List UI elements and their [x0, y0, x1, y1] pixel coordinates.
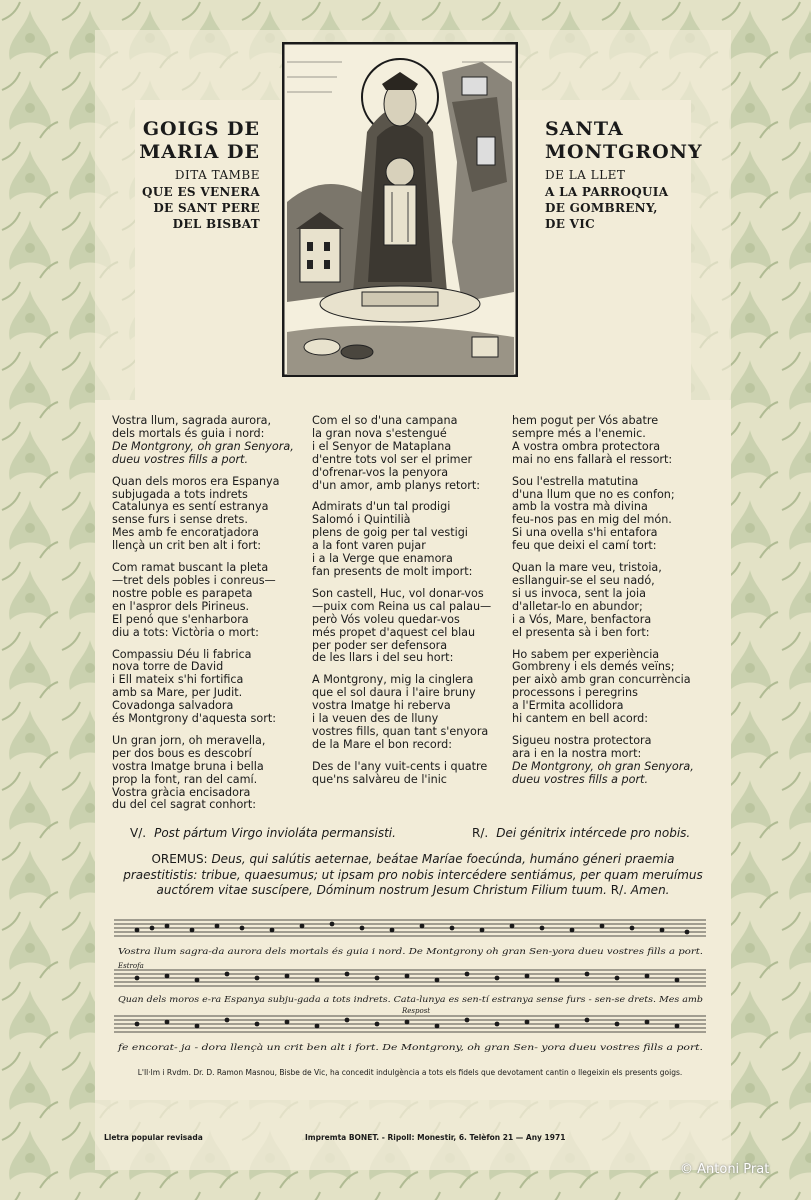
verse-line: A Montgrony, mig la cinglera — [312, 673, 474, 687]
score-lyrics-1: Vostra llum sagra-da aurora dels mortals és guia i nord. De Montgrony oh gran Sen-yora dueu vostres fills a port. — [118, 947, 609, 957]
indulgence-note: L'Il·lm i Rvdm. Dr. D. Ramon Masnou, Bisbe de Vic, ha concedit indulgència a tots els fidels que devotament cantin o llegeixin els presents goigs. — [137, 1068, 683, 1077]
verse-line: d'entre tots vol ser el primer — [312, 452, 473, 466]
verse-line: Sou l'estrella matutina — [512, 474, 639, 488]
title-left-line4: QUE ES VENERA — [142, 185, 260, 199]
stanza — [512, 476, 712, 553]
verse-line: Catalunya es sentí estranya — [112, 500, 269, 514]
verse-line: més propet d'aquest cel blau — [312, 625, 476, 639]
oremus-amen: Amen. — [630, 883, 670, 897]
verse-line: Quan dels moros era Espanya — [112, 474, 280, 488]
verse-line: Mes amb fe encoratjadora — [112, 526, 259, 540]
versicle-text: Post pártum Virgo invioláta permansisti. — [154, 826, 396, 840]
stanza — [312, 674, 512, 751]
verse-line: d'ofrenar-vos la penyora — [312, 465, 449, 479]
response-text: Dei génitrix intércede pro nobis. — [496, 826, 691, 840]
footer-text-credit: Lletra popular revisada — [104, 1133, 203, 1142]
title-left-line1: GOIGS DE — [142, 118, 260, 140]
verse-line: nostre poble es parapeta — [112, 586, 253, 600]
versicle — [130, 826, 396, 840]
photo-credit-watermark: © Antoni Prat — [680, 1162, 770, 1177]
verse-line: amb sa Mare, per Judit. — [112, 686, 243, 700]
refrain-line: De Montgrony, oh gran Senyora, — [512, 759, 694, 773]
verse-line: i Ell mateix s'hi fortifica — [112, 673, 244, 687]
verse-line: de les llars i del seu hort: — [312, 651, 454, 665]
verse-line: hi cantem en bell acord: — [512, 712, 648, 726]
verse-line: Covadonga salvadora — [112, 699, 234, 713]
verse-line: Compassiu Déu li fabrica — [112, 647, 252, 661]
verse-line: Salomó i Quintilià — [312, 513, 411, 527]
verse-line: vostra Imatge hi reberva — [312, 699, 451, 713]
response-mark: R/. — [472, 826, 489, 840]
verse-line: Vostra gràcia encisadora — [112, 785, 251, 799]
verse-line: feu que deixi el camí tort: — [512, 539, 657, 553]
verse-line: llençà un crit ben alt i fort: — [112, 539, 262, 553]
stanza — [512, 415, 712, 467]
response — [472, 826, 690, 840]
verse-line: Des de l'any vuit-cents i quatre — [312, 759, 488, 773]
score-lyrics-3: fe encorat- ja - dora llençà un crit ben alt i fort. De Montgrony, oh gran Sen- yora dueu vostres fills a port. — [118, 1043, 576, 1053]
virgin-woodcut-illustration — [282, 42, 518, 377]
title-left-line5: DE SANT PERE — [153, 201, 260, 215]
oremus-lead: OREMUS: — [151, 852, 208, 866]
verse-line: per això amb gran concurrència — [512, 673, 691, 687]
verse-line: Un gran jorn, oh meravella, — [112, 733, 266, 747]
verse-line: és Montgrony d'aquesta sort: — [112, 712, 276, 726]
stanza — [312, 588, 512, 665]
verse-line: hem pogut per Vós abatre — [512, 414, 659, 427]
verse-line: subjugada a tots indrets — [112, 487, 248, 501]
title-right-line3: DE LA LLET — [545, 168, 626, 182]
stanza — [112, 562, 307, 639]
verse-line: i el Senyor de Mataplana — [312, 439, 452, 453]
title-right-line6: DE VIC — [545, 217, 596, 231]
verse-line: que'ns salvàreu de l'inic — [312, 772, 447, 786]
verse-line: i a Vós, Mare, benfactora — [512, 612, 652, 626]
verse-line: Ho sabem per experiència — [512, 647, 660, 661]
verse-line: diu a tots: Victòria o mort: — [112, 625, 259, 639]
verse-line: però Vós voleu quedar-vos — [312, 612, 460, 626]
footer-printer: Impremta BONET. - Ripoll: Monestir, 6. Telèfon 21 — Any 1971 — [305, 1133, 566, 1142]
verse-line: Vostra llum, sagrada aurora, — [112, 414, 272, 427]
verse-line: vostra Imatge bruna i bella — [112, 759, 264, 773]
verse-line: processons i peregrins — [512, 686, 638, 700]
verse-line: ara i en la nostra mort: — [512, 746, 642, 760]
verse-line: prop la font, ran del camí. — [112, 772, 258, 786]
title-right-line2: MONTGRONY — [545, 141, 703, 163]
verse-line: fan presents de molt import: — [312, 564, 473, 578]
stanza — [112, 649, 307, 726]
oremus-response-mark: R/. — [610, 883, 627, 897]
poem-column-2 — [312, 415, 512, 796]
verse-line: nova torre de David — [112, 660, 224, 674]
verse-line: de la Mare el bon record: — [312, 737, 453, 751]
verse-line: d'alletar-lo en abundor; — [512, 599, 643, 613]
title-left-line2: MARIA DE — [139, 141, 260, 163]
title-right-line5: DE GOMBRENY, — [545, 201, 658, 215]
stanza — [112, 415, 307, 467]
refrain-line: dueu vostres fills a port. — [112, 452, 248, 466]
musical-score — [112, 912, 708, 1057]
verse-line: la gran nova s'estengué — [312, 426, 447, 440]
title-left-line3: DITA TAMBE — [174, 168, 260, 182]
verse-line: i a la Verge que enamora — [312, 552, 453, 566]
refrain-line: De Montgrony, oh gran Senyora, — [112, 439, 294, 453]
verse-line: amb la vostra mà divina — [512, 500, 648, 514]
title-right-line1: SANTA — [545, 118, 624, 140]
verse-line: el presenta sà i ben fort: — [512, 625, 650, 639]
refrain-line: dueu vostres fills a port. — [512, 772, 648, 786]
score-lyrics-2: Quan dels moros e-ra Espanya subju-gada a tots indrets. Cata-lunya es sen-tí estranya sense furs - sen-se drets. Mes amb — [118, 995, 642, 1005]
verse-line: du del cel sagrat conhort: — [112, 798, 257, 812]
verse-line: que el sol daura i l'aire bruny — [312, 686, 476, 700]
score-marking-3: Respost — [402, 1007, 431, 1015]
versicle-mark: V/. — [130, 826, 147, 840]
staff-1 — [114, 920, 706, 936]
oremus-text: Deus, qui salútis aeternae, beátae Maríae foecúnda, humáno géneri praemia praestitistis: tribue, quaesumus; ut ipsam pro nobis intercédere sentiámus, per quam meruímus auctórem vitae suscípere, Dóminum nostrum Jesum Christum Filium tuum. — [123, 852, 703, 897]
verse-line: en l'aspror dels Pirineus. — [112, 599, 250, 613]
verse-line: a l'Ermita acollidora — [512, 699, 624, 713]
verse-line: esllanguir-se el seu nadó, — [512, 573, 655, 587]
verse-line: vostres fills, quan tant s'enyora — [312, 724, 489, 738]
stanza — [512, 735, 712, 787]
verse-line: sempre més a l'enemic. — [512, 426, 646, 440]
verse-line: Gombreny i els demés veïns; — [512, 660, 675, 674]
verse-line: Si una ovella s'hi entafora — [512, 526, 658, 540]
verse-line: d'un amor, amb planys retort: — [312, 478, 481, 492]
verse-line: sense furs i sense drets. — [112, 513, 248, 527]
verse-line: si us invoca, sent la joia — [512, 586, 646, 600]
verse-line: dels mortals és guia i nord: — [112, 426, 265, 440]
verse-line: Quan la mare veu, tristoia, — [512, 561, 662, 575]
verse-line: feu-nos pas en mig del món. — [512, 513, 672, 527]
poem-column-1 — [112, 415, 307, 821]
title-left-line6: DEL BISBAT — [172, 217, 260, 231]
verse-line: per dos bous es descobrí — [112, 746, 252, 760]
verse-line: plens de goig per tal vestigi — [312, 526, 468, 540]
oremus-prayer — [118, 852, 708, 899]
verse-line: mai no ens fallarà el ressort: — [512, 452, 673, 466]
verse-line: d'una llum que no es confon; — [512, 487, 675, 501]
verse-line: Com el so d'una campana — [312, 414, 458, 427]
verse-line: El penó que s'enharbora — [112, 612, 249, 626]
stanza — [112, 735, 307, 812]
stanza — [312, 415, 512, 492]
verse-line: a la font varen pujar — [312, 539, 426, 553]
title-left-block — [108, 118, 260, 232]
stanza — [312, 761, 512, 787]
title-right-line4: A LA PARROQUIA — [545, 185, 669, 199]
verse-line: i la veuen des de lluny — [312, 712, 439, 726]
title-right-block — [545, 118, 715, 232]
verse-line: A vostra ombra protectora — [512, 439, 661, 453]
verse-line: —puix com Reina us cal palau— — [312, 599, 492, 613]
stanza — [512, 649, 712, 726]
verse-line: Admirats d'un tal prodigi — [312, 500, 451, 514]
poem-column-3 — [512, 415, 712, 796]
stanza — [112, 476, 307, 553]
stanza — [312, 501, 512, 578]
verse-line: Sigueu nostra protectora — [512, 733, 652, 747]
stanza — [512, 562, 712, 639]
verse-line: Com ramat buscant la pleta — [112, 561, 269, 575]
verse-line: Son castell, Huc, vol donar-vos — [312, 586, 484, 600]
verse-line: —tret dels pobles i conreus— — [112, 573, 276, 587]
verse-line: per poder ser defensora — [312, 638, 448, 652]
score-marking-2: Estrofa — [118, 962, 144, 970]
